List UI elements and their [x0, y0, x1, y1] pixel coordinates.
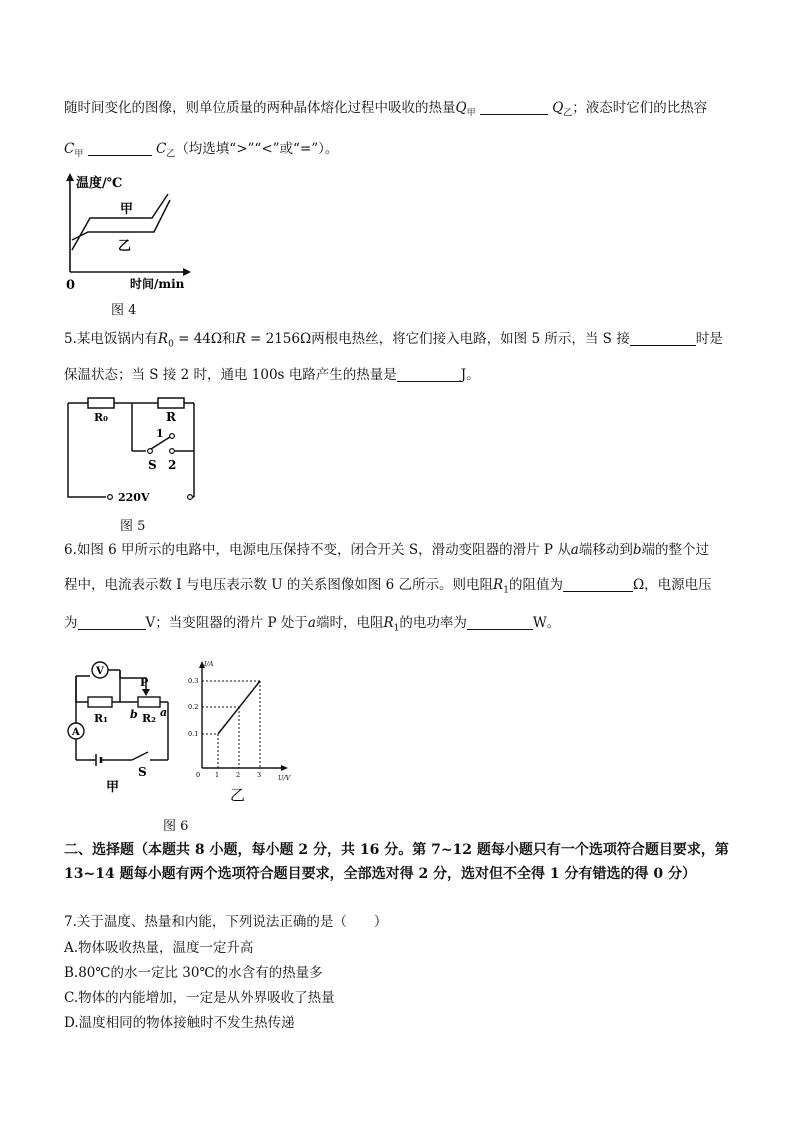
figure-6-circuit [62, 656, 174, 798]
slider-arrow [142, 689, 150, 696]
svg-text:R₂: R₂ [142, 712, 156, 725]
svg-text:3: 3 [257, 771, 262, 779]
x-axis-arrow [183, 268, 191, 276]
figure-4-graph [60, 170, 195, 295]
resistor-r [158, 398, 184, 408]
q6-line-1: 6.如图 6 甲所示的电路中，电源电压保持不变，闭合开关 S，滑动变阻器的滑片 P 从a端移动到b端的整个过 [64, 542, 709, 558]
label-r0: R₀ [94, 411, 108, 424]
q4-line-2: $C_甲$ $C_乙$（均选填“>”“<”或“=”）。 [64, 141, 339, 160]
answer-blank-voltage[interactable] [78, 615, 146, 630]
svg-text:0: 0 [196, 771, 201, 779]
rheostat-r2 [138, 697, 160, 707]
figure-4-caption: 图 4 [111, 303, 137, 318]
q7-option-b[interactable]: B.80℃的水一定比 30℃的水含有的热量多 [64, 965, 323, 981]
graph-x-label: U/V [278, 774, 291, 782]
svg-text:1: 1 [156, 427, 164, 440]
svg-text:R₁: R₁ [94, 712, 108, 725]
y-axis-label: 温度/℃ [76, 176, 123, 191]
svg-text:S: S [138, 765, 147, 779]
figure-6-graph [188, 654, 298, 804]
svg-text:P: P [140, 676, 149, 689]
label-jia: 甲 [120, 202, 134, 217]
svg-text:2: 2 [236, 771, 241, 779]
answer-blank-power[interactable] [467, 615, 533, 630]
answer-blank-switch-position[interactable] [630, 331, 696, 346]
i-u-line [218, 681, 260, 734]
source-label: 220V [118, 491, 150, 504]
q7-stem: 7.关于温度、热量和内能，下列说法正确的是（ ） [64, 914, 388, 930]
terminal-left [108, 495, 113, 500]
q6-line-3: 为 V；当变阻器的滑片 P 处于a端时，电阻$R_1$的电功率为 W。 [64, 615, 561, 634]
origin-label: 0 [66, 278, 76, 293]
switch-contact-1 [170, 434, 175, 439]
q7-option-a[interactable]: A.物体吸收热量，温度一定升高 [64, 940, 254, 956]
q4-line-1: 随时间变化的图像，则单位质量的两种晶体熔化过程中吸收的热量$Q_甲$ $Q_乙$；液态时它们的比热容 [64, 100, 708, 119]
label-yi-graph: 乙 [230, 786, 246, 804]
answer-blank-heat[interactable] [397, 367, 461, 382]
label-r: R [166, 410, 176, 424]
svg-text:0.1: 0.1 [188, 730, 199, 738]
answer-blank-r1[interactable] [563, 577, 633, 592]
switch-contact-2 [170, 449, 175, 454]
label-jia: 甲 [106, 780, 120, 795]
answer-blank-q-compare[interactable] [480, 100, 548, 115]
label-yi: 乙 [118, 239, 132, 254]
answer-blank-c-compare[interactable] [88, 141, 152, 156]
svg-text:a: a [160, 706, 168, 719]
svg-text:0.2: 0.2 [188, 703, 199, 711]
switch-s-blade [132, 752, 148, 760]
q6-line-2: 程中，电流表示数 I 与电压表示数 U 的关系图像如图 6 乙所示。则电阻$R_1$的阻值为 Ω，电源电压 [64, 577, 712, 596]
q7-option-d[interactable]: D.温度相同的物体接触时不发生热传递 [64, 1015, 295, 1031]
svg-text:A: A [72, 727, 80, 738]
svg-text:b: b [130, 708, 138, 721]
svg-text:0.3: 0.3 [188, 677, 199, 685]
svg-text:V: V [96, 666, 104, 677]
y-axis-arrow [66, 173, 74, 181]
resistor-r1 [88, 697, 112, 707]
q5-line-2: 保温状态；当 S 接 2 时，通电 100s 电路产生的热量是 J。 [64, 367, 480, 383]
svg-text:1: 1 [215, 771, 220, 779]
q7-option-c[interactable]: C.物体的内能增加，一定是从外界吸收了热量 [64, 990, 335, 1006]
resistor-r0 [88, 398, 114, 408]
terminal-right [188, 495, 193, 500]
graph-y-label: I/A [204, 660, 214, 668]
q5-line-1: 5.某电饭锅内有$R_0 = 44\Omega$和R = 2156Ω两根电热丝，将它们接入电路，如图 5 所示，当 S 接 时是 [64, 331, 723, 350]
x-axis-label: 时间/min [130, 277, 185, 291]
svg-text:2: 2 [168, 458, 177, 472]
figure-6-caption: 图 6 [163, 819, 189, 834]
figure-5-caption: 图 5 [120, 519, 146, 534]
svg-text:S: S [148, 458, 157, 472]
section-2-heading: 二、选择题（本题共 8 小题，每小题 2 分，共 16 分。第 7~12 题每小题只有一个选项符合题目要求，第 13~14 题每小题有两个选项符合题目要求，全部选对得 2 分，选对但不全得 1 分有错选的得 0 分） [64, 842, 729, 882]
figure-5-circuit [62, 393, 202, 508]
